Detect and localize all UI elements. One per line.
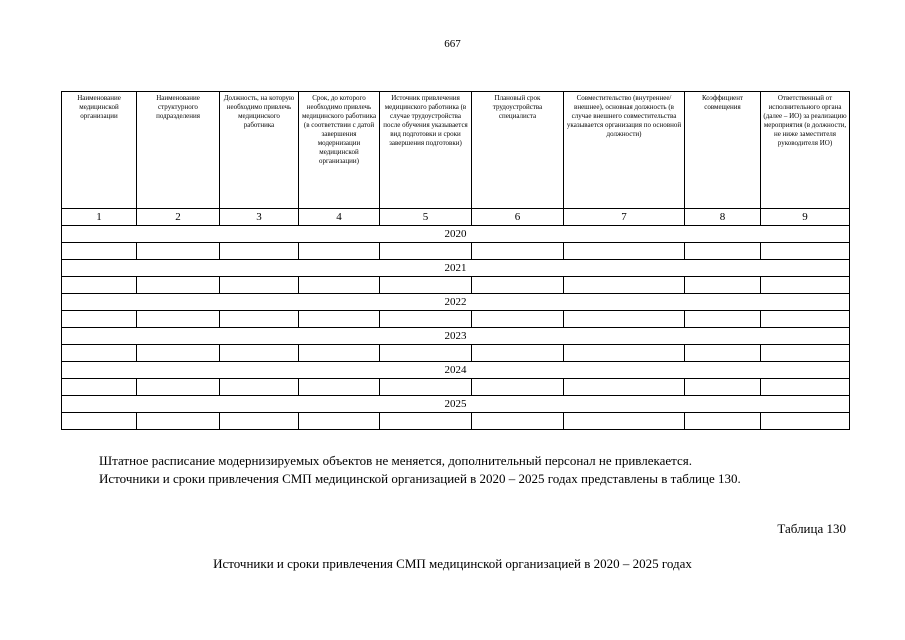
year-row (62, 328, 850, 345)
empty-cell (761, 413, 850, 430)
empty-cell (137, 277, 220, 294)
empty-cell (220, 379, 299, 396)
header-cell-position: Должность, на которую необходимо привлечь медицинского работника (220, 92, 299, 209)
header-cell-responsible: Ответственный от исполнительного органа (далее – ИО) за реализацию мероприятия (в должности, не ниже заместителя руководителя ИО) (761, 92, 850, 209)
empty-cell (564, 379, 685, 396)
body-paragraph: Штатное расписание модернизируемых объектов не меняется, дополнительный персонал не привлекается. (99, 453, 693, 468)
empty-cell (761, 311, 850, 328)
empty-cell (299, 345, 380, 362)
empty-cell (761, 277, 850, 294)
year-cell: 2024 (62, 362, 850, 379)
empty-cell (299, 379, 380, 396)
year-cell: 2021 (62, 260, 850, 277)
empty-cell (299, 311, 380, 328)
column-number: 4 (299, 209, 380, 226)
table-row (62, 311, 850, 328)
header-cell-planned-date: Плановый срок трудоустройства специалиста (472, 92, 564, 209)
empty-cell (685, 243, 761, 260)
year-row (62, 260, 850, 277)
column-number: 1 (62, 209, 137, 226)
empty-cell (472, 277, 564, 294)
empty-cell (564, 243, 685, 260)
table-row (62, 345, 850, 362)
header-cell-combination: Совместительство (внутреннее/внешнее), основная должность (в случае внешнего совместительства указывается организация по основной должности) (564, 92, 685, 209)
year-row (62, 396, 850, 413)
table-number-label: Таблица 130 (777, 521, 846, 536)
year-cell: 2025 (62, 396, 850, 413)
empty-cell (220, 345, 299, 362)
empty-cell (62, 277, 137, 294)
empty-cell (685, 413, 761, 430)
table-caption: Источники и сроки привлечения СМП медицинской организацией в 2020 – 2025 годах (213, 556, 692, 571)
column-number: 6 (472, 209, 564, 226)
empty-cell (472, 379, 564, 396)
year-cell: 2023 (62, 328, 850, 345)
empty-cell (220, 243, 299, 260)
column-number: 8 (685, 209, 761, 226)
column-number: 2 (137, 209, 220, 226)
empty-cell (472, 413, 564, 430)
empty-cell (685, 277, 761, 294)
empty-cell (380, 413, 472, 430)
table-row (62, 243, 850, 260)
table-row (62, 379, 850, 396)
header-cell-source: Источник привлечения медицинского работника (в случае трудоустройства после обучения указывается вид подготовки и сроки завершения подготовки) (380, 92, 472, 209)
empty-cell (761, 379, 850, 396)
year-row (62, 226, 850, 243)
empty-cell (761, 345, 850, 362)
table-row (62, 277, 850, 294)
empty-cell (380, 345, 472, 362)
empty-cell (220, 413, 299, 430)
year-cell: 2022 (62, 294, 850, 311)
empty-cell (62, 345, 137, 362)
empty-cell (299, 243, 380, 260)
empty-cell (220, 277, 299, 294)
year-row (62, 294, 850, 311)
body-paragraph: Источники и сроки привлечения СМП медицинской организацией в 2020 – 2025 годах представлены в таблице 130. (99, 471, 741, 486)
header-cell-organization: Наименование медицинской организации (62, 92, 137, 209)
empty-cell (564, 277, 685, 294)
empty-cell (472, 345, 564, 362)
year-cell: 2020 (62, 226, 850, 243)
column-number: 7 (564, 209, 685, 226)
empty-cell (137, 243, 220, 260)
column-number: 5 (380, 209, 472, 226)
column-number-row (62, 209, 850, 226)
empty-cell (137, 345, 220, 362)
empty-cell (380, 277, 472, 294)
header-cell-department: Наименование структурного подразделения (137, 92, 220, 209)
empty-cell (564, 345, 685, 362)
empty-cell (564, 413, 685, 430)
empty-cell (472, 243, 564, 260)
empty-cell (685, 379, 761, 396)
column-number: 3 (220, 209, 299, 226)
empty-cell (299, 413, 380, 430)
empty-cell (62, 311, 137, 328)
header-row (62, 92, 850, 209)
empty-cell (137, 311, 220, 328)
empty-cell (299, 277, 380, 294)
empty-cell (472, 311, 564, 328)
empty-cell (62, 413, 137, 430)
table-row (62, 413, 850, 430)
page-number: 667 (444, 38, 461, 50)
empty-cell (380, 379, 472, 396)
staffing-table (61, 91, 850, 430)
empty-cell (761, 243, 850, 260)
empty-cell (62, 243, 137, 260)
year-row (62, 362, 850, 379)
empty-cell (220, 311, 299, 328)
empty-cell (685, 311, 761, 328)
column-number: 9 (761, 209, 850, 226)
header-cell-deadline: Срок, до которого необходимо привлечь медицинского работника (в соответствии с датой завершения модернизации медицинской организации) (299, 92, 380, 209)
empty-cell (137, 379, 220, 396)
empty-cell (685, 345, 761, 362)
empty-cell (137, 413, 220, 430)
empty-cell (380, 243, 472, 260)
empty-cell (380, 311, 472, 328)
empty-cell (564, 311, 685, 328)
empty-cell (62, 379, 137, 396)
header-cell-coefficient: Коэффициент совмещения (685, 92, 761, 209)
